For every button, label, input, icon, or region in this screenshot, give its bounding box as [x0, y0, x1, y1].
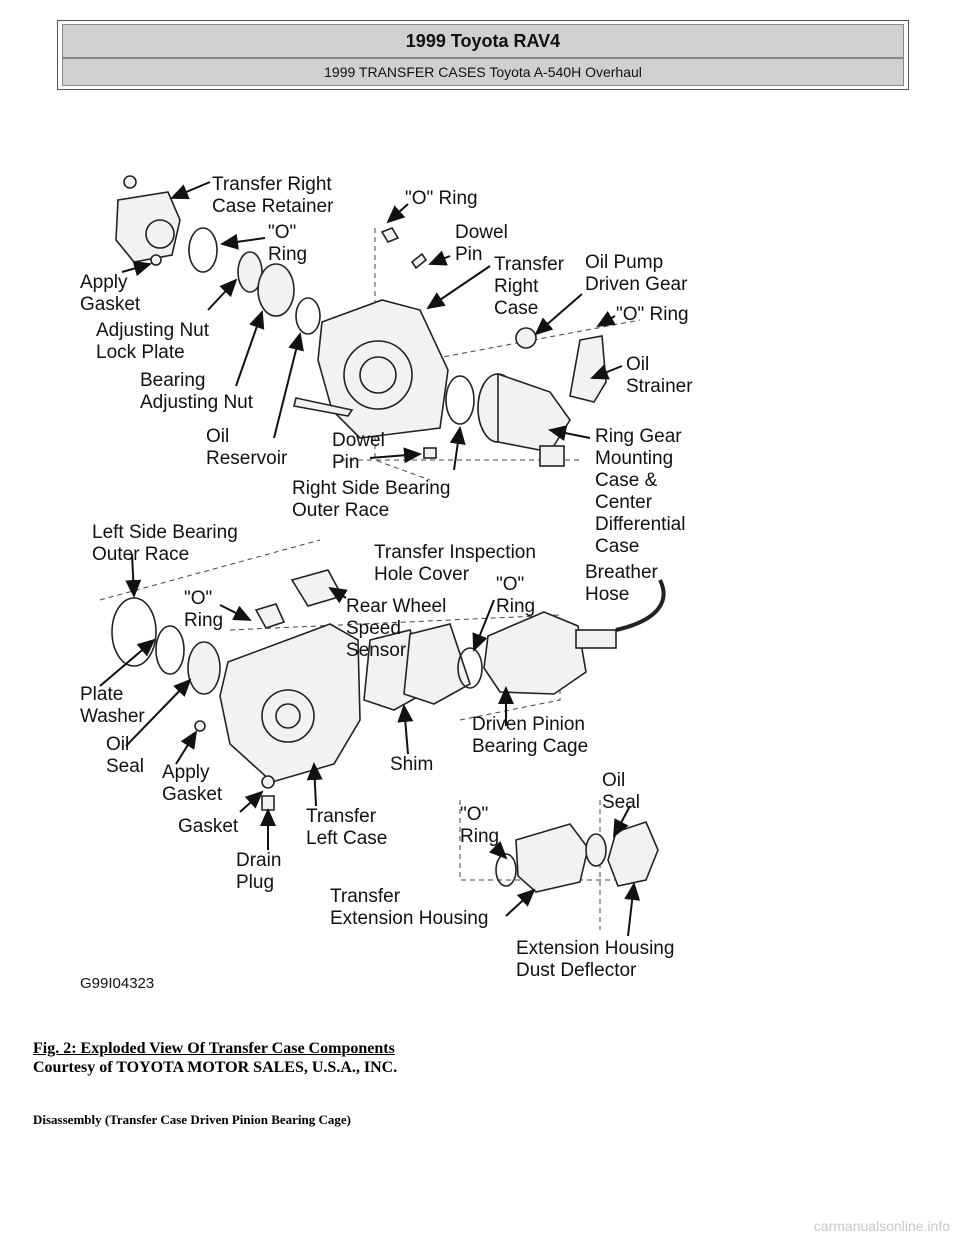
right-case-retainer-part: [116, 176, 180, 262]
oil-seal-left-part: [188, 642, 220, 694]
label-o-ring-retainer: "O" Ring: [268, 222, 308, 265]
watermark-footer: carmanualsonline.info: [813, 1218, 950, 1234]
label-o-ring-top: "O" Ring: [405, 188, 478, 209]
label-transfer-extension-housing: Transfer Extension Housing: [330, 886, 489, 929]
label-gasket: Gasket: [178, 816, 239, 837]
gasket-part: [262, 776, 274, 788]
dowel-pin-mid-part: [424, 448, 436, 458]
label-adjusting-nut-lock-plate: Adjusting Nut Lock Plate: [96, 320, 210, 363]
exploded-view-diagram: [60, 160, 720, 1000]
label-oil-strainer: Oil Strainer: [626, 354, 693, 397]
label-rear-wheel-speed-sensor: Rear Wheel Speed Sensor: [346, 596, 447, 661]
label-breather-hose: Breather Hose: [585, 562, 658, 605]
label-transfer-inspection-hole-cover: Transfer Inspection Hole Cover: [374, 542, 536, 585]
figure-title: Fig. 2: Exploded View Of Transfer Case Components: [33, 1040, 395, 1057]
label-drain-plug: Drain Plug: [236, 850, 282, 893]
bearing-adjusting-nut-part: [258, 264, 294, 316]
drain-plug-part: [262, 796, 274, 810]
apply-gasket-bottom-part: [195, 721, 205, 731]
label-transfer-left-case: Transfer Left Case: [306, 806, 388, 849]
speed-sensor-part: [256, 604, 284, 628]
oil-strainer-part: [570, 336, 606, 402]
oil-reservoir-part: [296, 298, 320, 334]
page-header: [57, 20, 909, 90]
driven-pinion-bearing-cage-part: [484, 612, 616, 694]
label-o-ring-sensor: "O" Ring: [184, 588, 224, 631]
label-transfer-right-case-retainer: Transfer Right Case Retainer: [212, 174, 334, 217]
label-left-side-bearing-outer-race: Left Side Bearing Outer Race: [92, 522, 238, 565]
label-o-ring-ext: "O" Ring: [460, 804, 500, 847]
o-ring-ext-part: [496, 854, 516, 886]
label-oil-seal-left: Oil Seal: [106, 734, 145, 777]
label-right-side-bearing-outer-race: Right Side Bearing Outer Race: [292, 478, 451, 521]
label-dowel-pin-top: Dowel Pin: [455, 222, 508, 265]
label-extension-housing-dust-deflector: Extension Housing Dust Deflector: [516, 938, 675, 981]
oil-pump-driven-gear-part: [516, 328, 536, 348]
apply-gasket-part: [151, 255, 161, 265]
label-transfer-right-case: Transfer Right Case: [494, 254, 565, 319]
label-ring-gear-mounting-case: Ring Gear Mounting Case & Center Differential Case: [595, 426, 686, 557]
shim-2-part: [404, 624, 470, 704]
section-subheading: Disassembly (Transfer Case Driven Pinion Bearing Cage): [33, 1112, 351, 1127]
header-title: 1999 Toyota RAV4: [62, 24, 904, 58]
label-oil-pump-driven-gear: Oil Pump Driven Gear: [585, 252, 688, 295]
label-oil-seal-ext: Oil Seal: [602, 770, 641, 813]
label-apply-gasket-top: Apply Gasket: [80, 272, 141, 315]
o-ring-top-part: [382, 228, 398, 242]
label-bearing-adjusting-nut: Bearing Adjusting Nut: [140, 370, 254, 413]
label-shim: Shim: [390, 754, 434, 775]
oil-seal-ext-part: [586, 834, 606, 866]
label-apply-gasket-bottom: Apply Gasket: [162, 762, 223, 805]
figure-courtesy: Courtesy of TOYOTA MOTOR SALES, U.S.A., INC.: [33, 1059, 398, 1076]
ring-gear-differential-part: [478, 374, 570, 466]
header-subtitle: 1999 TRANSFER CASES Toyota A-540H Overhaul: [62, 58, 904, 86]
inspection-cover-part: [292, 570, 342, 606]
transfer-right-case-part: [318, 300, 448, 438]
dowel-pin-top-part: [412, 254, 426, 268]
label-plate-washer: Plate Washer: [80, 684, 145, 727]
label-o-ring-cage: "O" Ring: [496, 574, 536, 617]
extension-housing-part: [516, 824, 588, 892]
plate-washer-part: [156, 626, 184, 674]
label-o-ring-pump: "O" Ring: [616, 304, 689, 325]
o-ring-retainer-part: [189, 228, 217, 272]
label-oil-reservoir: Oil Reservoir: [206, 426, 288, 469]
figure-caption: [33, 1040, 397, 1077]
right-bearing-race-part: [446, 376, 474, 424]
diagram-code: G99I04323: [80, 975, 155, 992]
label-dowel-pin-mid: Dowel Pin: [332, 430, 385, 473]
transfer-left-case-part: [220, 624, 360, 782]
label-driven-pinion-bearing-cage: Driven Pinion Bearing Cage: [472, 714, 589, 757]
